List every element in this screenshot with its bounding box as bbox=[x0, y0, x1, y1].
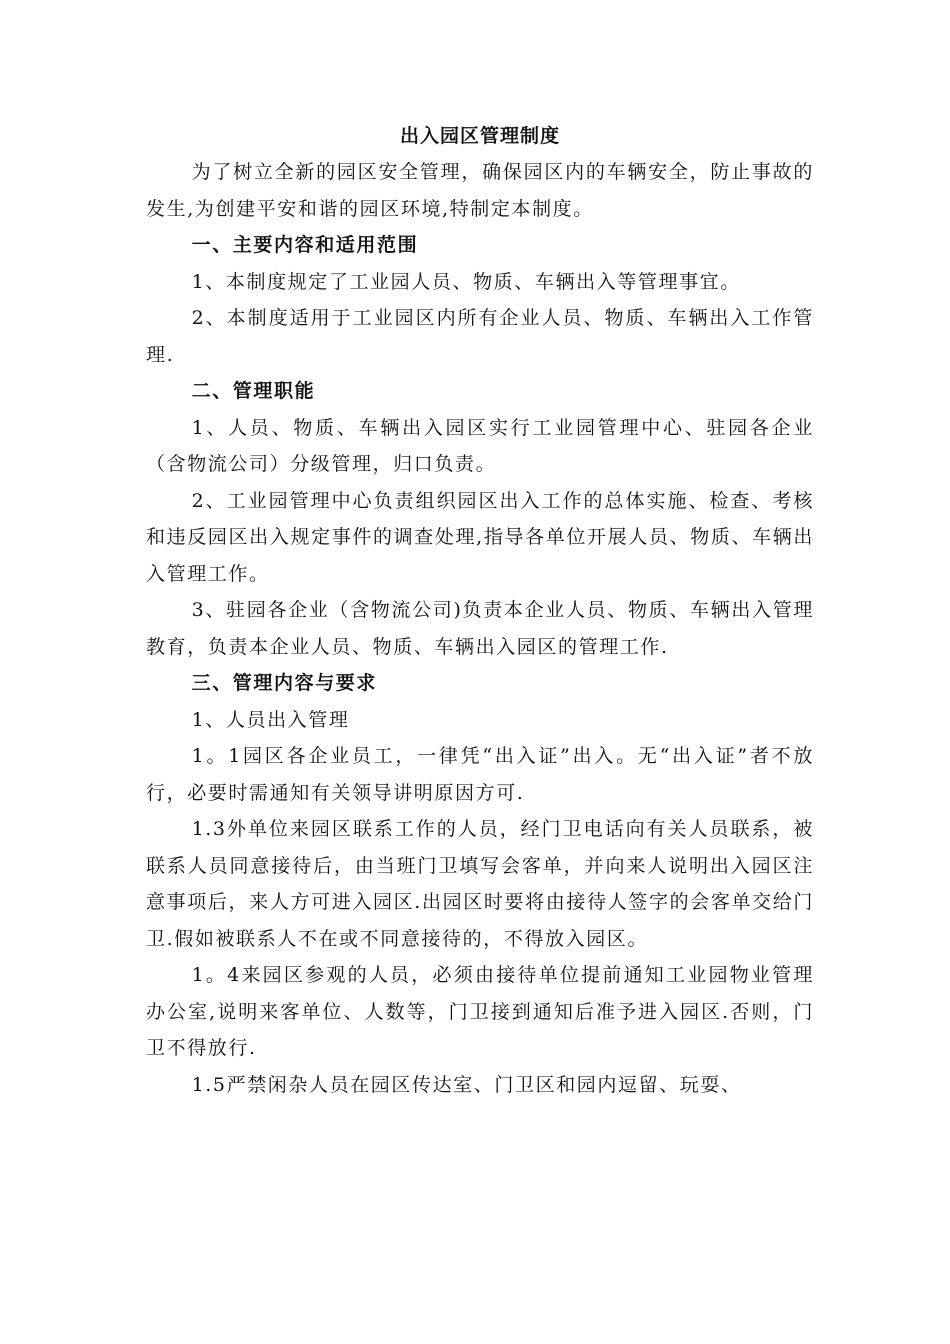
intro-paragraph: 为了树立全新的园区安全管理，确保园区内的车辆安全，防止事故的发生,为创建平安和谐的园区环境,特制定本制度。 bbox=[146, 161, 814, 220]
section-3-item-4: 1。4来园区参观的人员，必须由接待单位提前通知工业园物业管理办公室,说明来客单位、人数等，门卫接到通知后准予进入园区.否则，门卫不得放行. bbox=[146, 964, 814, 1059]
section-1-heading: 一、主要内容和适用范围 bbox=[191, 234, 419, 256]
section-1-item-2: 2、本制度适用于工业园区内所有企业人员、物质、车辆出入工作管理. bbox=[146, 307, 814, 366]
section-3-heading: 三、管理内容与要求 bbox=[191, 672, 377, 694]
document-page bbox=[146, 118, 814, 1103]
section-1-item-1: 1、本制度规定了工业园人员、物质、车辆出入等管理事宜。 bbox=[191, 270, 741, 293]
section-3-item-1: 1、人员出入管理 bbox=[191, 708, 350, 731]
section-2-item-1: 1、人员、物质、车辆出入园区实行工业园管理中心、驻园各企业（含物流公司）分级管理，归口负责。 bbox=[146, 416, 814, 475]
section-2-item-2: 2、工业园管理中心负责组织园区出入工作的总体实施、检查、考核和违反园区出入规定事件的调查处理,指导各单位开展人员、物质、车辆出入管理工作。 bbox=[146, 489, 814, 585]
section-3-item-3: 1.3外单位来园区联系工作的人员，经门卫电话向有关人员联系，被联系人员同意接待后，由当班门卫填写会客单，并向来人说明出入园区注意事项后，来人方可进入园区.出园区时要将由接待人签字的会客单交给门卫.假如被联系人不在或不同意接待的，不得放入园区。 bbox=[146, 818, 814, 950]
section-3-item-5: 1.5严禁闲杂人员在园区传达室、门卫区和园内逗留、玩耍、 bbox=[191, 1073, 742, 1096]
section-2-item-3: 3、驻园各企业（含物流公司)负责本企业人员、物质、车辆出入管理教育，负责本企业人员、物质、车辆出入园区的管理工作. bbox=[146, 599, 814, 658]
section-3-item-2: 1。1园区各企业员工，一律凭“出入证”出入。无“出入证”者不放行，必要时需通知有关领导讲明原因方可. bbox=[146, 745, 814, 804]
document-title: 出入园区管理制度 bbox=[399, 125, 560, 147]
section-2-heading: 二、管理职能 bbox=[191, 380, 316, 402]
